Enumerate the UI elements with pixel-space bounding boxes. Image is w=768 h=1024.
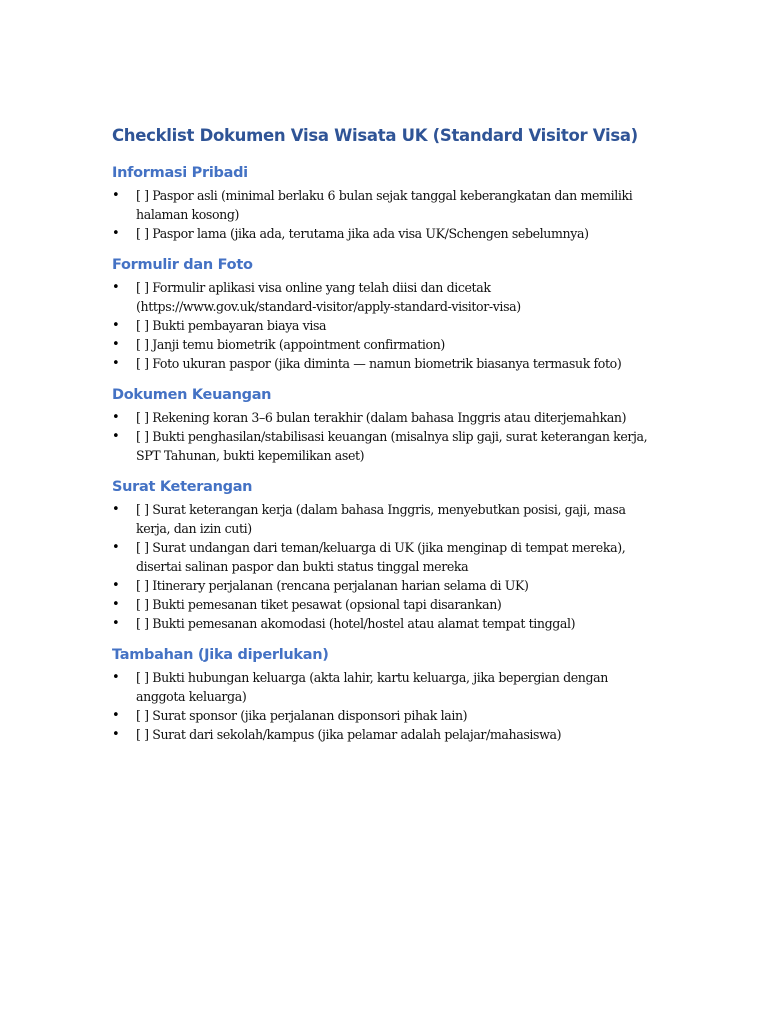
bullet-icon: • xyxy=(112,318,120,333)
checklist-item xyxy=(112,500,652,538)
bullet-icon: • xyxy=(112,597,120,612)
checklist-item xyxy=(112,278,652,316)
checklist-item-text: [ ] Surat undangan dari teman/keluarga di UK (jika menginap di tempat mereka), disertai salinan paspor dan bukti status tinggal mereka xyxy=(136,540,626,574)
bullet-icon: • xyxy=(112,410,120,425)
section-heading: Tambahan (Jika diperlukan) xyxy=(112,647,329,663)
checklist-item-text: [ ] Rekening koran 3–6 bulan terakhir (dalam bahasa Inggris atau diterjemahkan) xyxy=(136,410,627,425)
checklist-item-text: [ ] Surat dari sekolah/kampus (jika pelamar adalah pelajar/mahasiswa) xyxy=(136,727,562,742)
checklist-item-text: [ ] Surat sponsor (jika perjalanan disponsori pihak lain) xyxy=(136,708,468,723)
checklist-item xyxy=(112,224,652,243)
bullet-icon: • xyxy=(112,429,120,444)
document-page xyxy=(112,124,652,756)
checklist-list xyxy=(112,668,652,744)
section-heading: Formulir dan Foto xyxy=(112,257,253,273)
checklist-section xyxy=(112,385,652,465)
checklist-item xyxy=(112,576,652,595)
checklist-item xyxy=(112,427,652,465)
checklist-item-text: [ ] Foto ukuran paspor (jika diminta — namun biometrik biasanya termasuk foto) xyxy=(136,356,622,371)
document-title: Checklist Dokumen Visa Wisata UK (Standard Visitor Visa) xyxy=(112,126,638,145)
bullet-icon: • xyxy=(112,226,120,241)
section-heading: Surat Keterangan xyxy=(112,479,253,495)
checklist-item-text: [ ] Paspor asli (minimal berlaku 6 bulan sejak tanggal keberangkatan dan memiliki halaman kosong) xyxy=(136,188,633,222)
checklist-item xyxy=(112,335,652,354)
checklist-item xyxy=(112,668,652,706)
checklist-list xyxy=(112,500,652,633)
checklist-item xyxy=(112,316,652,335)
bullet-icon: • xyxy=(112,540,120,555)
checklist-item xyxy=(112,538,652,576)
checklist-item xyxy=(112,186,652,224)
bullet-icon: • xyxy=(112,356,120,371)
bullet-icon: • xyxy=(112,708,120,723)
checklist-item xyxy=(112,595,652,614)
checklist-section xyxy=(112,255,652,373)
bullet-icon: • xyxy=(112,616,120,631)
checklist-item-text: [ ] Bukti hubungan keluarga (akta lahir, kartu keluarga, jika bepergian dengan anggota keluarga) xyxy=(136,670,608,704)
bullet-icon: • xyxy=(112,337,120,352)
checklist-section xyxy=(112,477,652,633)
section-heading: Dokumen Keuangan xyxy=(112,387,272,403)
checklist-item-text: [ ] Bukti penghasilan/stabilisasi keuangan (misalnya slip gaji, surat keterangan kerja, SPT Tahunan, bukti kepemilikan aset) xyxy=(136,429,648,463)
checklist-item xyxy=(112,725,652,744)
checklist-list xyxy=(112,408,652,465)
checklist-item-text: [ ] Formulir aplikasi visa online yang telah diisi dan dicetak (https://www.gov.uk/standard-visitor/apply-standard-visitor-visa) xyxy=(136,280,521,314)
checklist-list xyxy=(112,278,652,373)
checklist-item xyxy=(112,408,652,427)
section-heading: Informasi Pribadi xyxy=(112,165,248,181)
checklist-item-text: [ ] Bukti pemesanan akomodasi (hotel/hostel atau alamat tempat tinggal) xyxy=(136,616,576,631)
checklist-sections xyxy=(112,163,652,744)
checklist-list xyxy=(112,186,652,243)
checklist-item-text: [ ] Janji temu biometrik (appointment confirmation) xyxy=(136,337,445,352)
checklist-item-text: [ ] Itinerary perjalanan (rencana perjalanan harian selama di UK) xyxy=(136,578,529,593)
bullet-icon: • xyxy=(112,578,120,593)
checklist-item xyxy=(112,614,652,633)
checklist-item-text: [ ] Bukti pemesanan tiket pesawat (opsional tapi disarankan) xyxy=(136,597,502,612)
bullet-icon: • xyxy=(112,188,120,203)
checklist-item-text: [ ] Surat keterangan kerja (dalam bahasa Inggris, menyebutkan posisi, gaji, masa kerja, dan izin cuti) xyxy=(136,502,626,536)
bullet-icon: • xyxy=(112,727,120,742)
bullet-icon: • xyxy=(112,280,120,295)
checklist-item xyxy=(112,706,652,725)
checklist-section xyxy=(112,163,652,243)
checklist-section xyxy=(112,645,652,744)
checklist-item-text: [ ] Paspor lama (jika ada, terutama jika ada visa UK/Schengen sebelumnya) xyxy=(136,226,589,241)
bullet-icon: • xyxy=(112,670,120,685)
checklist-item xyxy=(112,354,652,373)
bullet-icon: • xyxy=(112,502,120,517)
checklist-item-text: [ ] Bukti pembayaran biaya visa xyxy=(136,318,327,333)
